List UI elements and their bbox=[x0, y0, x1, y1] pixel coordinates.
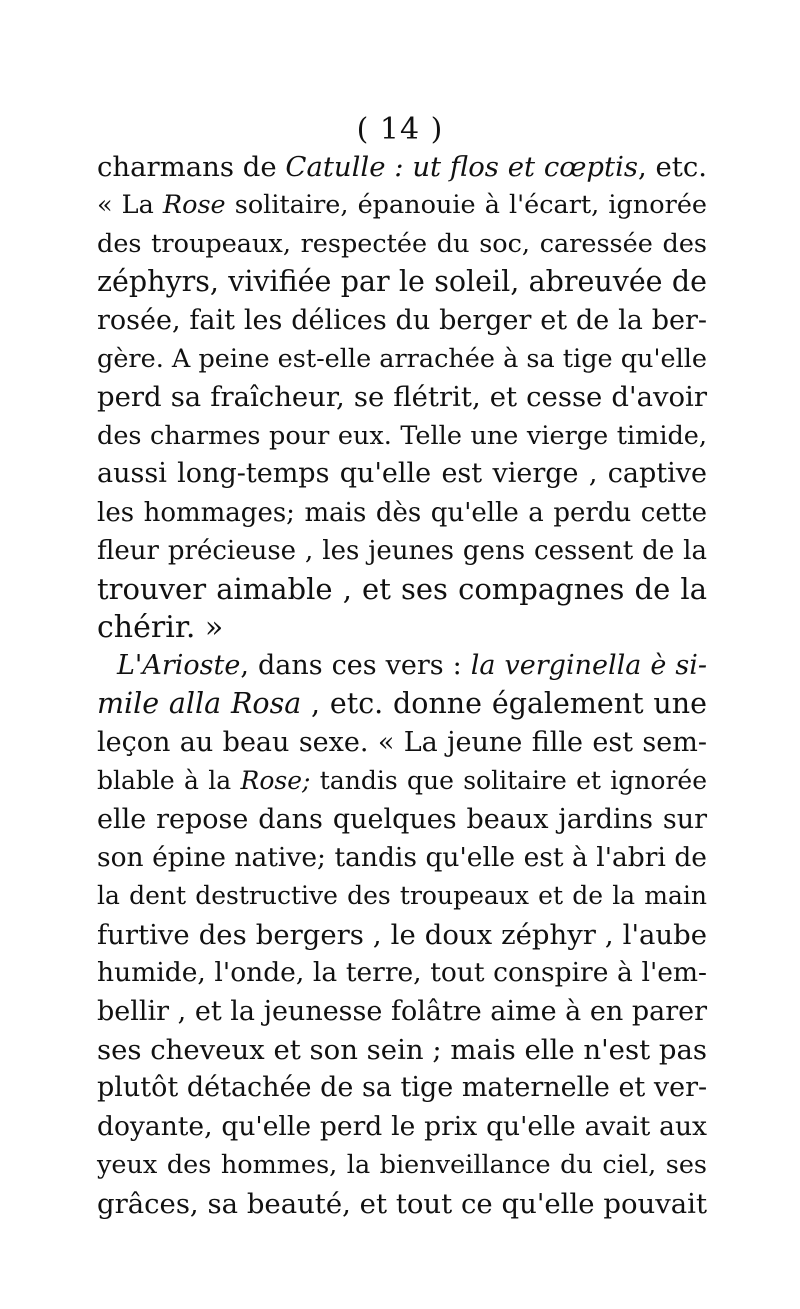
text-run: la dent destructive des troupeaux et de la main bbox=[97, 881, 707, 911]
text-run: plutôt détachée de sa tige maternelle et ver- bbox=[97, 1072, 708, 1104]
text-line bbox=[97, 647, 707, 685]
text-run: perd sa fraîcheur, se flétrit, et cesse d'avoir bbox=[97, 381, 707, 414]
text-run: son épine native; tandis qu'elle est à l'abri de bbox=[97, 842, 707, 874]
text-run: tandis que solitaire et ignorée bbox=[310, 766, 707, 796]
text-line bbox=[97, 954, 707, 992]
text-line bbox=[97, 1069, 707, 1107]
text-line bbox=[97, 570, 707, 608]
text-line bbox=[97, 1031, 707, 1069]
text-line bbox=[97, 1146, 707, 1184]
body-text bbox=[97, 148, 707, 1223]
text-run: , etc. bbox=[638, 151, 708, 183]
text-line bbox=[97, 724, 707, 762]
text-run: humide, l'onde, la terre, tout conspire à l'em- bbox=[97, 957, 707, 989]
text-run: gère. A peine est-elle arrachée à sa tige qu'elle bbox=[97, 343, 707, 374]
italic-text-run: L'Arioste bbox=[117, 650, 241, 682]
text-line bbox=[97, 801, 707, 839]
text-line bbox=[97, 186, 707, 224]
text-line bbox=[97, 455, 707, 493]
text-run: charmans de bbox=[97, 151, 286, 183]
italic-text-run: la verginella è si- bbox=[470, 650, 708, 682]
text-line bbox=[97, 762, 707, 800]
text-run: aussi long-temps qu'elle est vierge , captive bbox=[97, 458, 707, 490]
text-line bbox=[97, 993, 707, 1031]
text-line bbox=[97, 916, 707, 954]
italic-text-run: Rose; bbox=[240, 766, 311, 796]
text-run: des charmes pour eux. Telle une vierge timide, bbox=[97, 420, 707, 451]
text-run: rosée, fait les délices du berger et de la ber- bbox=[97, 304, 707, 336]
text-line bbox=[97, 302, 707, 340]
text-line bbox=[97, 532, 707, 570]
text-line bbox=[97, 494, 707, 532]
text-line bbox=[97, 225, 707, 263]
italic-text-run: mile alla Rosa bbox=[97, 687, 302, 721]
text-run: bellir , et la jeunesse folâtre aime à en parer bbox=[97, 995, 707, 1027]
text-run: chérir. » bbox=[97, 609, 224, 645]
text-run: doyante, qu'elle perd le prix qu'elle avait aux bbox=[97, 1110, 707, 1142]
text-line bbox=[97, 148, 707, 186]
text-line bbox=[97, 1108, 707, 1146]
text-line bbox=[97, 609, 707, 647]
text-run: fleur précieuse , les jeunes gens cessent de la bbox=[97, 535, 707, 566]
text-line bbox=[97, 340, 707, 378]
text-run: solitaire, épanouie à l'écart, ignorée bbox=[225, 190, 707, 221]
text-run: furtive des bergers , le doux zéphyr , l'aube bbox=[97, 918, 707, 951]
text-run: zéphyrs, vivifiée par le soleil, abreuvée de bbox=[97, 265, 707, 299]
text-run: des troupeaux, respectée du soc, caressée des bbox=[97, 228, 707, 259]
text-run: les hommages; mais dès qu'elle a perdu cette bbox=[97, 497, 707, 528]
text-line bbox=[97, 263, 707, 301]
text-line bbox=[97, 1185, 707, 1223]
page-number: ( 14 ) bbox=[356, 112, 444, 147]
text-run: blable à la bbox=[97, 766, 241, 796]
text-run: ses cheveux et son sein ; mais elle n'est pas bbox=[97, 1033, 707, 1066]
text-line bbox=[97, 417, 707, 455]
text-line bbox=[97, 877, 707, 915]
text-run: elle repose dans quelques beaux jardins sur bbox=[97, 803, 707, 835]
text-run: , etc. donne également une bbox=[301, 687, 707, 721]
text-run: trouver aimable , et ses compagnes de la bbox=[97, 572, 707, 607]
text-line bbox=[97, 839, 707, 877]
italic-text-run: Catulle : ut flos et cœptis bbox=[285, 151, 638, 183]
text-run: yeux des hommes, la bienveillance du ciel, ses bbox=[97, 1150, 707, 1181]
text-run: grâces, sa beauté, et tout ce qu'elle pouvait bbox=[97, 1187, 707, 1220]
text-run: « La bbox=[97, 190, 163, 221]
text-run: , dans ces vers : bbox=[240, 650, 471, 682]
italic-text-run: Rose bbox=[162, 190, 226, 221]
text-run: leçon au beau sexe. « La jeune fille est sem- bbox=[97, 726, 707, 758]
text-line bbox=[97, 685, 707, 723]
text-line bbox=[97, 378, 707, 416]
